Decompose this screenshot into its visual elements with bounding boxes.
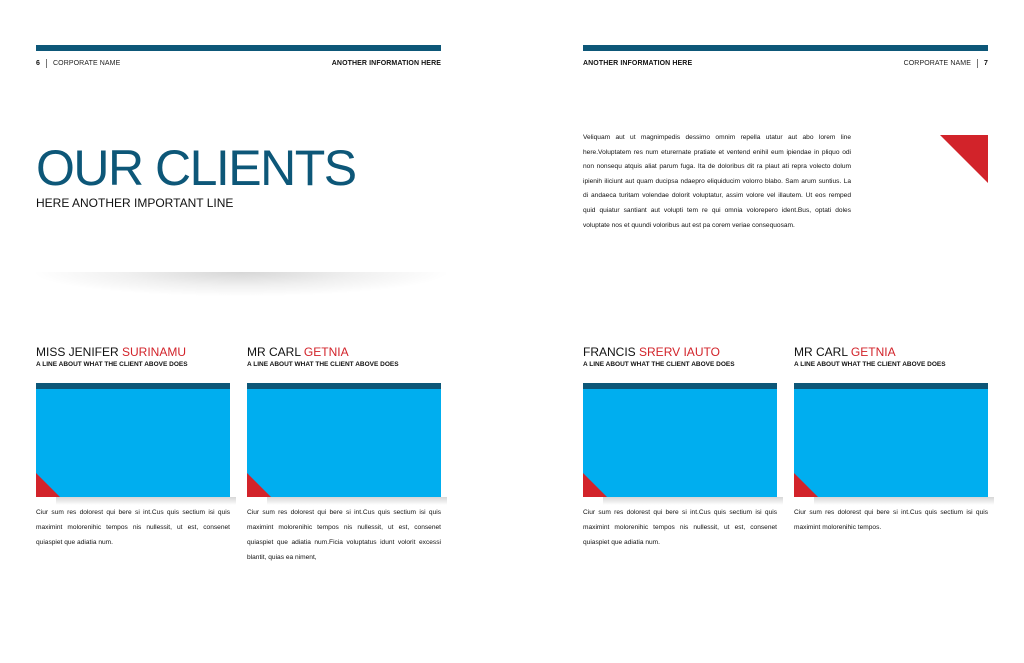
page-header [36, 57, 441, 69]
header-separator [46, 59, 47, 68]
client-image-placeholder [583, 383, 777, 497]
client-card [794, 345, 988, 531]
another-information: ANOTHER INFORMATION HERE [331, 59, 441, 67]
client-name [36, 345, 230, 359]
client-body-text: Ciur sum res dolorest qui bere si int.Cus quis sectium isi quis maximint molorenihic tempos nis nullessit, ut est, consenet quiaspiet que adiatia num. [36, 509, 230, 546]
client-description-line: A LINE ABOUT WHAT THE CLIENT ABOVE DOES [794, 361, 946, 368]
client-name-first: FRANCIS [583, 345, 640, 359]
client-name [583, 345, 777, 359]
client-image-placeholder [794, 383, 988, 497]
corporate-name: CORPORATE NAME [903, 59, 971, 67]
red-corner-triangle [583, 473, 607, 497]
page-subtitle: HERE ANOTHER IMPORTANT LINE [36, 196, 234, 210]
red-corner-triangle [794, 473, 818, 497]
client-card [583, 345, 777, 546]
client-name-accent: GETNIA [303, 345, 349, 359]
page-header-left [36, 59, 120, 68]
right-page [583, 0, 988, 663]
client-body-text: Ciur sum res dolorest qui bere si int.Cus quis sectium isi quis maximint molorenihic tempos nis nullessit, ut est, consenet quiaspiet que adiatia num. [583, 509, 777, 546]
page-header-right [904, 59, 988, 68]
client-image-placeholder [36, 383, 230, 497]
client-description-line: A LINE ABOUT WHAT THE CLIENT ABOVE DOES [36, 361, 188, 368]
client-name-first: MR CARL [794, 345, 851, 359]
client-name-accent: SURINAMU [122, 345, 187, 359]
client-name [247, 345, 441, 359]
corporate-name: CORPORATE NAME [53, 59, 121, 67]
page-number: 7 [984, 59, 988, 67]
left-page [36, 0, 441, 663]
client-name-first: MR CARL [247, 345, 304, 359]
client-name-accent: SRERV IAUTO [639, 345, 720, 359]
page-number: 6 [36, 59, 40, 67]
page-header [583, 57, 988, 69]
header-separator [977, 59, 978, 68]
client-body-text: Ciur sum res dolorest qui bere si int.Cus quis sectium isi quis maximint molorenihic tempos nis nullessit, ut est, consenet quiaspiet que adiatia num.Ficia voluptatus idunt volorit excessi blantit, quias ea niment, [247, 509, 441, 561]
client-description-line: A LINE ABOUT WHAT THE CLIENT ABOVE DOES [247, 361, 399, 368]
decorative-shadow [36, 272, 446, 296]
another-information: ANOTHER INFORMATION HERE [583, 59, 693, 67]
client-name-first: MISS JENIFER [36, 345, 123, 359]
red-corner-triangle [36, 473, 60, 497]
client-body-text: Ciur sum res dolorest qui bere si int.Cus quis sectium isi quis maximint molorenihic tempos. [794, 509, 988, 531]
red-corner-triangle [940, 135, 988, 183]
client-name [794, 345, 988, 359]
intro-paragraph: Veliquam aut ut magnimpedis dessimo omnim repella utatur aut abo lorem line here.Voluptatem res num eturernate pratiate et ventend enihil eum ipiendae in pliquo odi non nonsequ atquis aliat parum fuga. Ita de doloribus dit ra plaut ati repra volecto dolum ipienih iliciunt aut quam ducipsa ndaepro eliquiducim volorro blabo. Sam arum suntius. La di andaeca turitam volendae dolorit voluptatur, assim volore vel illautem. Ut eos remped quid quiatur santiant aut volupti tem re qui omnia volorepero ident.Bus, optati doles voluptate nos et quundi voloribus aut est pa corem veriae consequosam. [583, 134, 851, 229]
client-name-accent: GETNIA [850, 345, 896, 359]
client-description-line: A LINE ABOUT WHAT THE CLIENT ABOVE DOES [583, 361, 735, 368]
header-bar [583, 45, 988, 51]
client-card [247, 345, 441, 561]
page-title: OUR CLIENTS [36, 140, 356, 196]
header-bar [36, 45, 441, 51]
red-corner-triangle [247, 473, 271, 497]
client-image-placeholder [247, 383, 441, 497]
client-card [36, 345, 230, 546]
